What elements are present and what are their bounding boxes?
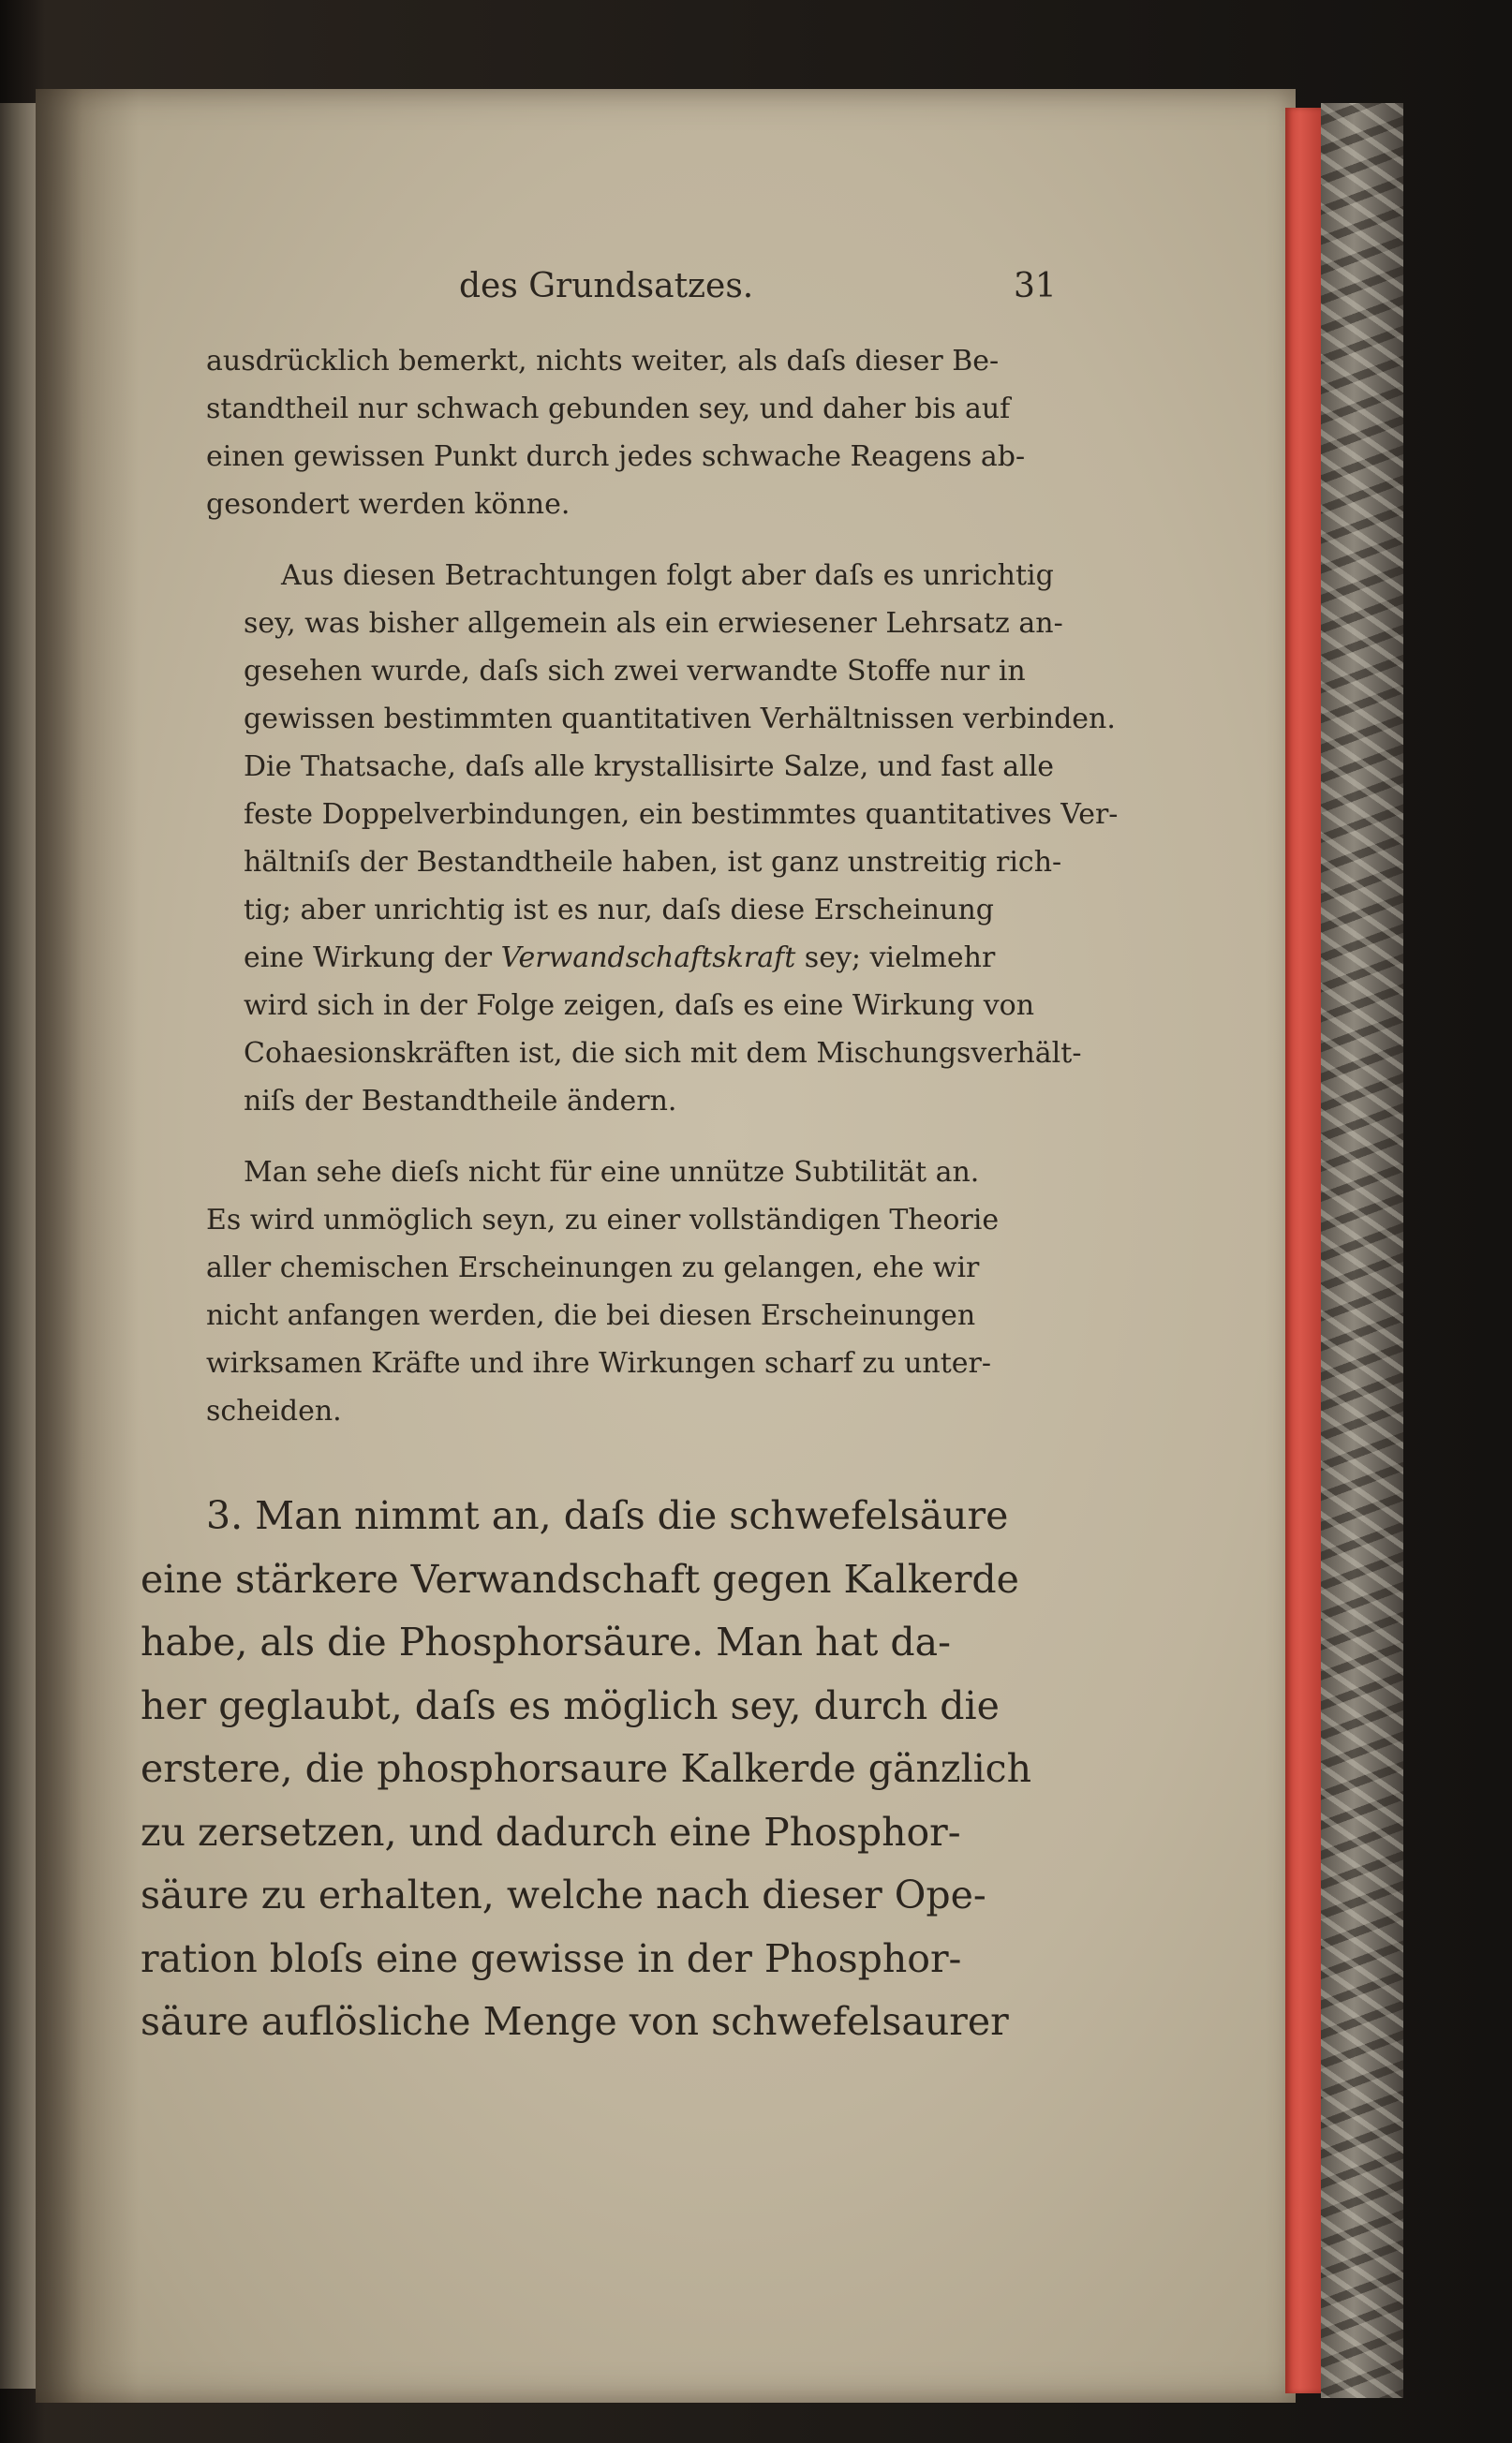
facing-page-edge	[0, 103, 37, 2389]
text-line-with-italic	[206, 934, 1143, 982]
text-line: Man sehe dieſs nicht für eine unnütze Subtilität an.	[244, 1156, 980, 1189]
text-line: gesondert werden könne.	[206, 488, 571, 521]
italic-term: Verwandschaftskraft	[500, 941, 796, 974]
paragraph-1	[206, 337, 1143, 528]
text-line: niſs der Bestandtheile ändern.	[244, 1085, 677, 1118]
text-line: sey, was bisher allgemein als ein erwiesener Lehrsatz an-	[244, 607, 1063, 640]
text-line: scheiden.	[206, 1395, 342, 1428]
text-line: ration bloſs eine gewisse in der Phosphor-	[141, 1935, 962, 1981]
text-line: einen gewissen Punkt durch jedes schwache Reagens ab-	[206, 440, 1026, 473]
text-line: tig; aber unrichtig ist es nur, daſs diese Erscheinung	[244, 894, 994, 926]
text-line: 3. Man nimmt an, daſs die schwefelsäure	[206, 1493, 1009, 1538]
page-number: 31	[1014, 267, 1057, 305]
body-large-type	[141, 1485, 1077, 2054]
text-fragment: eine Wirkung der	[244, 941, 493, 974]
text-fragment: sey; vielmehr	[804, 941, 996, 974]
text-line: Cohaesionskräften ist, die sich mit dem Mischungsverhält-	[244, 1037, 1082, 1070]
text-line: feste Doppelverbindungen, ein bestimmtes quantitatives Ver-	[244, 798, 1119, 831]
running-head: des Grundsatzes.	[459, 267, 754, 305]
text-line: säure zu erhalten, welche nach dieser Ope-	[141, 1873, 986, 1917]
page-gutter-shadow	[36, 89, 139, 2403]
text-line: zu zersetzen, und dadurch eine Phosphor-	[141, 1809, 961, 1855]
text-line: hältniſs der Bestandtheile haben, ist ganz unstreitig rich-	[244, 846, 1062, 879]
text-line: her geglaubt, daſs es möglich sey, durch die	[141, 1682, 1000, 1728]
text-line: wird sich in der Folge zeigen, daſs es eine Wirkung von	[244, 989, 1035, 1022]
marbled-cover-edge	[1321, 103, 1403, 2398]
text-line: aller chemischen Erscheinungen zu gelangen, ehe wir	[206, 1251, 980, 1284]
text-line: erstere, die phosphorsaure Kalkerde gänzlich	[141, 1746, 1032, 1791]
text-line: standtheil nur schwach gebunden sey, und daher bis auf	[206, 392, 1011, 425]
text-line: Die Thatsache, daſs alle krystallisirte Salze, und fast alle	[244, 750, 1055, 783]
text-line: Es wird unmöglich seyn, zu einer vollständigen Theorie	[206, 1204, 1000, 1236]
paragraph-2	[206, 552, 1143, 1125]
text-line: habe, als die Phosphorsäure. Man hat da-	[141, 1620, 951, 1665]
text-line: Aus diesen Betrachtungen folgt aber daſs es unrichtig	[281, 559, 1054, 592]
text-line: säure auflösliche Menge von schwefelsaurer	[141, 1999, 1009, 2044]
body-small-type	[206, 337, 1143, 1435]
paragraph-3	[206, 1148, 1143, 1435]
text-line: wirksamen Kräfte und ihre Wirkungen scharf zu unter-	[206, 1347, 992, 1380]
text-line: gewissen bestimmten quantitativen Verhältnissen verbinden.	[244, 703, 1116, 735]
red-page-edges	[1285, 108, 1323, 2393]
text-line: eine stärkere Verwandschaft gegen Kalkerde	[141, 1556, 1019, 1602]
text-line: ausdrücklich bemerkt, nichts weiter, als daſs dieser Be-	[206, 345, 1000, 378]
text-line: gesehen wurde, daſs sich zwei verwandte Stoffe nur in	[244, 655, 1026, 688]
text-line: nicht anfangen werden, die bei diesen Erscheinungen	[206, 1299, 976, 1332]
